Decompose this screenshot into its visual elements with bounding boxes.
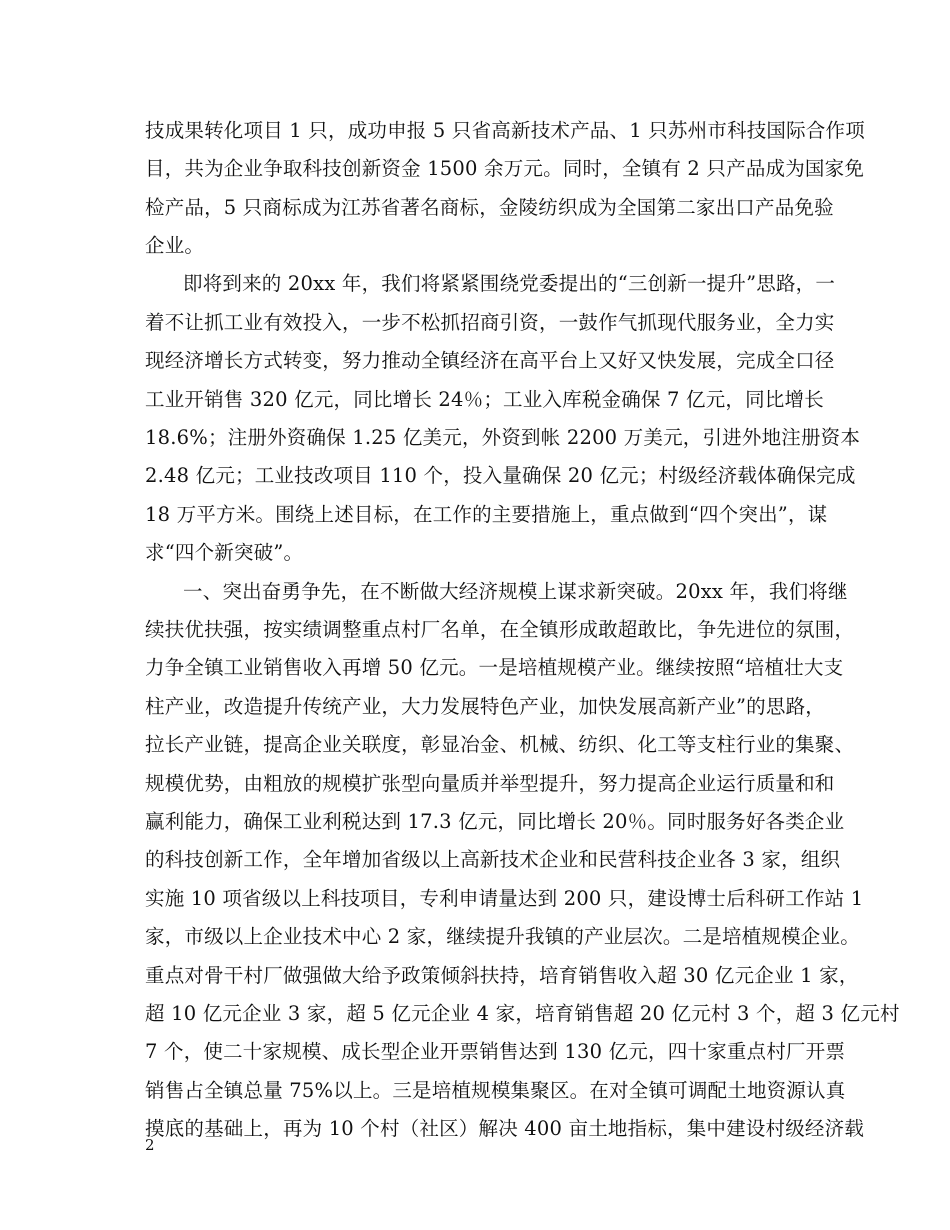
text-line: 力争全镇工业销售收入再增 50 亿元。一是培植规模产业。继续按照“培植壮大支: [145, 656, 844, 679]
page-number: 2: [145, 1136, 155, 1154]
text-line: 重点对骨干村厂做强做大给予政策倾斜扶持，培育销售收入超 30 亿元企业 1 家，: [145, 964, 859, 987]
text-line: 工业开销售 320 亿元，同比增长 24％；工业入库税金确保 7 亿元，同比增长: [145, 388, 824, 411]
text-line: 柱产业，改造提升传统产业，大力发展特色产业，加快发展高新产业”的思路，: [145, 695, 825, 718]
text-line: 一、突出奋勇争先，在不断做大经济规模上谋求新突破。20xx 年，我们将继: [183, 580, 848, 603]
text-line: 目，共为企业争取科技创新资金 1500 余万元。同时，全镇有 2 只产品成为国家免: [145, 157, 865, 180]
text-line: 家，市级以上企业技术中心 2 家，继续提升我镇的产业层次。二是培植规模企业。: [145, 925, 860, 948]
text-line: 规模优势，由粗放的规模扩张型向量质并举型提升，努力提高企业运行质量和和: [145, 772, 835, 795]
text-line: 企业。: [145, 234, 205, 257]
text-line: 超 10 亿元企业 3 家，超 5 亿元企业 4 家，培育销售超 20 亿元村 3 个，超 3 亿元村: [145, 1002, 900, 1025]
text-line: 的科技创新工作，全年增加省级以上高新技术企业和民营科技企业各 3 家，组织: [145, 848, 841, 871]
text-line: 实施 10 项省级以上科技项目，专利申请量达到 200 只，建设博士后科研工作站 1: [145, 887, 864, 910]
text-line: 技成果转化项目 1 只，成功申报 5 只省高新技术产品、1 只苏州市科技国际合作项: [145, 119, 865, 142]
text-line: 即将到来的 20xx 年，我们将紧紧围绕党委提出的“三创新一提升”思路，一: [183, 272, 836, 295]
text-line: 18.6%；注册外资确保 1.25 亿美元，外资到帐 2200 万美元，引进外地注册资本: [145, 426, 861, 449]
text-line: 销售占全镇总量 75%以上。三是培植规模集聚区。在对全镇可调配土地资源认真: [145, 1079, 846, 1102]
text-line: 现经济增长方式转变，努力推动全镇经济在高平台上又好又快发展，完成全口径: [145, 349, 835, 372]
text-line: 续扶优扶强，按实绩调整重点村厂名单，在全镇形成敢超敢比，争先进位的氛围，: [145, 618, 855, 641]
text-line: 2.48 亿元；工业技改项目 110 个，投入量确保 20 亿元；村级经济载体确保完成: [145, 464, 856, 487]
text-line: 着不让抓工业有效投入，一步不松抓招商引资，一鼓作气抓现代服务业，全力实: [145, 311, 835, 334]
text-line: 摸底的基础上，再为 10 个村（社区）解决 400 亩土地指标，集中建设村级经济载: [145, 1117, 865, 1140]
text-line: 7 个，使二十家规模、成长型企业开票销售达到 130 亿元，四十家重点村厂开票: [145, 1040, 846, 1063]
text-line: 求“四个新突破”。: [145, 541, 304, 564]
text-line: 拉长产业链，提高企业关联度，彰显冶金、机械、纺织、化工等支柱行业的集聚、: [145, 733, 855, 756]
text-line: 18 万平方米。围绕上述目标，在工作的主要措施上，重点做到“四个突出”，谋: [145, 503, 828, 526]
text-line: 赢利能力，确保工业利税达到 17.3 亿元，同比增长 20％。同时服务好各类企业: [145, 810, 845, 833]
text-line: 检产品，5 只商标成为江苏省著名商标，金陵纺织成为全国第二家出口产品免验: [145, 196, 834, 219]
